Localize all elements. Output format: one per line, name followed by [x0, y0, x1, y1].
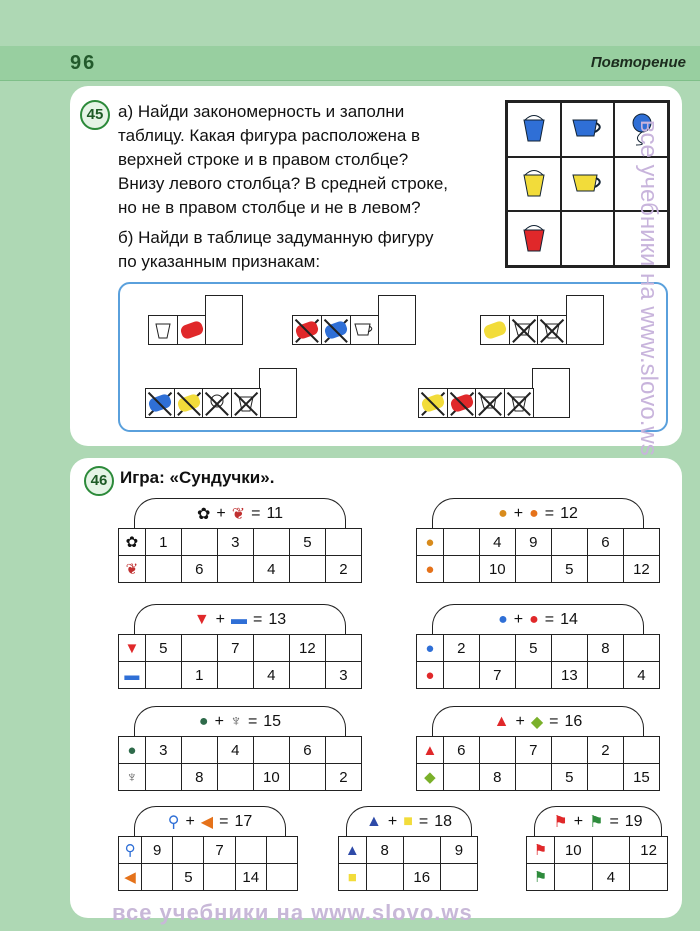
answer-box[interactable] [259, 368, 297, 418]
apple-icon: ● [417, 556, 444, 583]
shuttlecock-icon: ♆ [229, 713, 242, 730]
chest-mushroom-hop [416, 706, 660, 792]
cell[interactable] [551, 529, 587, 556]
cell-empty[interactable] [561, 211, 615, 266]
plus-sign: + [216, 505, 226, 522]
cell[interactable] [554, 864, 592, 891]
green-flag-icon: ⚑ [527, 864, 555, 891]
blue-cup-icon: ▬ [231, 611, 248, 628]
fish-icon: ◀ [119, 864, 142, 891]
cell[interactable] [515, 556, 551, 583]
cell[interactable]: 6 [443, 737, 479, 764]
cell[interactable] [551, 737, 587, 764]
cell[interactable] [266, 837, 297, 864]
crossed-blue-mark-icon [321, 315, 351, 345]
task-line: верхней строке и в правом столбце? [118, 150, 409, 169]
green-flag-icon: ⚑ [589, 814, 604, 831]
blue-triangle-icon: ▲ [339, 837, 367, 864]
chest-net-fish [118, 806, 298, 892]
cell[interactable]: 7 [515, 737, 551, 764]
equals-sign: = [544, 505, 555, 522]
crossed-yellow-mark-icon [174, 388, 204, 418]
chest-sum: 17 [234, 813, 253, 830]
chest-ball-shuttlecock [118, 706, 362, 792]
net-icon: ⚲ [167, 814, 180, 831]
cell[interactable] [325, 635, 361, 662]
equals-sign: = [251, 505, 261, 522]
crossed-blue-mark-icon [145, 388, 175, 418]
clue-1 [148, 295, 243, 345]
plus-sign: + [215, 611, 226, 628]
blue-triangle-icon: ▲ [366, 813, 382, 830]
chest-table [416, 634, 660, 689]
cell[interactable] [289, 764, 325, 791]
cell[interactable]: 9 [142, 837, 173, 864]
ball-icon: ● [198, 713, 209, 730]
chest-balloons [416, 604, 660, 690]
cell[interactable]: 12 [289, 635, 325, 662]
cell[interactable] [325, 737, 361, 764]
pear-icon: ● [498, 505, 508, 522]
yellow-square-icon: ■ [339, 864, 367, 891]
section-title: Повторение [590, 54, 686, 71]
cell[interactable]: 4 [479, 529, 515, 556]
cell[interactable] [587, 764, 623, 791]
crossed-red-mark-icon [447, 388, 477, 418]
shuttlecock-icon: ♆ [119, 764, 146, 791]
cell[interactable] [479, 635, 515, 662]
cell[interactable]: 6 [289, 737, 325, 764]
cell[interactable] [145, 764, 181, 791]
cell[interactable] [289, 662, 325, 689]
cell-yellow-bucket[interactable] [507, 157, 561, 212]
cell[interactable]: 1 [181, 662, 217, 689]
cell[interactable] [443, 764, 479, 791]
cell[interactable] [403, 837, 440, 864]
red-bucket-icon [519, 224, 549, 254]
blue-cup-icon: ▬ [119, 662, 146, 689]
cell[interactable] [253, 737, 289, 764]
cell[interactable] [253, 529, 289, 556]
cell[interactable] [235, 837, 266, 864]
crossed-cup-icon [475, 388, 505, 418]
mushroom-icon: ▲ [417, 737, 444, 764]
cell[interactable]: 8 [479, 764, 515, 791]
cell[interactable]: 2 [587, 737, 623, 764]
crossed-bucket-icon [504, 388, 534, 418]
chest-sum: 11 [266, 505, 284, 522]
cell[interactable] [181, 635, 217, 662]
cell[interactable] [217, 662, 253, 689]
crossed-balloon-icon [202, 388, 232, 418]
clue-3 [480, 295, 604, 345]
cell-blue-bucket[interactable] [507, 102, 561, 157]
red-mark-icon [177, 315, 207, 345]
cell[interactable]: 2 [325, 764, 361, 791]
cell[interactable]: 8 [181, 764, 217, 791]
chest-bucket-cup [118, 604, 362, 690]
red-balloon-icon: ● [417, 662, 444, 689]
task-line: таблицу. Какая фигура расположена в [118, 126, 421, 145]
answer-box[interactable] [566, 295, 604, 345]
yellow-mark-icon [480, 315, 510, 345]
cell[interactable]: 7 [479, 662, 515, 689]
cell[interactable] [266, 864, 297, 891]
cell[interactable] [145, 662, 181, 689]
chest-sum: 13 [268, 611, 287, 628]
cell[interactable]: 3 [217, 529, 253, 556]
chest-lid [432, 706, 644, 737]
butterfly-icon: ❦ [119, 556, 146, 583]
plus-sign: + [387, 813, 398, 830]
cell[interactable] [440, 864, 477, 891]
cell[interactable]: 16 [403, 864, 440, 891]
chest-flower-butterfly [118, 498, 362, 584]
chest-sum: 15 [263, 713, 282, 730]
cell[interactable]: 14 [235, 864, 266, 891]
chest-table [118, 528, 362, 583]
cell[interactable] [145, 556, 181, 583]
task-line: а) Найди закономерность и заполни [118, 102, 405, 121]
task-line: но не в правом столбце и не в левом? [118, 198, 421, 217]
clue-2 [292, 295, 416, 345]
cell[interactable] [217, 764, 253, 791]
task-line: Внизу левого столбца? В средней строке, [118, 174, 449, 193]
cell[interactable]: 5 [551, 556, 587, 583]
cell[interactable] [204, 864, 235, 891]
crossed-bucket-icon [231, 388, 261, 418]
fish-icon: ◀ [200, 814, 214, 831]
flower-icon: ✿ [196, 506, 211, 523]
mushroom-icon: ▲ [493, 713, 510, 730]
chest-table [118, 634, 362, 689]
cell[interactable] [443, 556, 479, 583]
chest-sum: 19 [624, 813, 643, 830]
chest-table [416, 528, 660, 583]
butterfly-icon: ❦ [231, 506, 246, 523]
equals-sign: = [418, 813, 429, 830]
cell[interactable] [515, 662, 551, 689]
cell[interactable] [181, 737, 217, 764]
cell[interactable]: 10 [253, 764, 289, 791]
cell[interactable]: 13 [551, 662, 587, 689]
clue-4 [145, 368, 297, 418]
apple-icon: ● [529, 505, 539, 522]
chest-sum: 14 [560, 611, 578, 628]
blue-cup-icon [570, 117, 604, 141]
chest-table [118, 736, 362, 791]
chest-triangle-square [338, 806, 478, 892]
equals-sign: = [544, 611, 555, 628]
equals-sign: = [219, 813, 229, 830]
blue-balloon-icon: ● [498, 611, 508, 628]
cell[interactable]: 1 [145, 529, 181, 556]
clue-5 [418, 368, 570, 418]
side-watermark: все учебники на www.slovo.ws [635, 120, 662, 456]
cell[interactable]: 7 [204, 837, 235, 864]
pear-icon: ● [417, 529, 444, 556]
plus-sign: + [513, 505, 524, 522]
plus-sign: + [214, 713, 224, 730]
crossed-yellow-mark-icon [418, 388, 448, 418]
cell[interactable]: 6 [181, 556, 217, 583]
cell[interactable] [217, 556, 253, 583]
cell[interactable]: 4 [217, 737, 253, 764]
chest-sum: 12 [560, 505, 578, 522]
red-balloon-icon: ● [529, 611, 539, 628]
cell[interactable]: 12 [623, 556, 659, 583]
cell[interactable]: 4 [623, 662, 659, 689]
chest-table [526, 836, 668, 891]
cell[interactable]: 15 [623, 764, 659, 791]
cell[interactable] [289, 556, 325, 583]
cell[interactable]: 4 [253, 662, 289, 689]
cell[interactable]: 3 [325, 662, 361, 689]
cell[interactable]: 5 [515, 635, 551, 662]
cell[interactable] [253, 635, 289, 662]
net-icon: ⚲ [119, 837, 142, 864]
equals-sign: = [549, 713, 559, 730]
crossed-red-mark-icon [292, 315, 322, 345]
cell[interactable] [515, 764, 551, 791]
answer-box[interactable] [205, 295, 243, 345]
plus-sign: + [515, 713, 525, 730]
cell[interactable]: 10 [479, 556, 515, 583]
cell[interactable] [173, 837, 204, 864]
cell[interactable] [325, 529, 361, 556]
cell[interactable]: 10 [554, 837, 592, 864]
hop-cone-icon: ◆ [417, 764, 444, 791]
cell[interactable] [142, 864, 173, 891]
red-bucket-icon: ▼ [119, 635, 146, 662]
cell[interactable]: 5 [289, 529, 325, 556]
cell[interactable] [630, 864, 668, 891]
cell[interactable]: 5 [551, 764, 587, 791]
answer-box[interactable] [378, 295, 416, 345]
task-line: б) Найди в таблице задуманную фигуру [118, 228, 434, 247]
cell[interactable] [587, 556, 623, 583]
game-title: Игра: «Сундучки». [120, 468, 275, 487]
chest-sum: 16 [564, 713, 583, 730]
chest-table [118, 836, 298, 891]
cell-yellow-cup[interactable] [561, 157, 615, 212]
chest-pear-apple [416, 498, 660, 584]
chest-table [338, 836, 478, 891]
cell[interactable]: 7 [217, 635, 253, 662]
cup-outline-icon [349, 315, 379, 345]
cell[interactable]: 9 [515, 529, 551, 556]
plus-sign: + [573, 813, 584, 830]
plus-sign: + [185, 813, 195, 830]
cell[interactable] [443, 662, 479, 689]
chest-lid [134, 498, 346, 529]
cell[interactable]: 2 [443, 635, 479, 662]
task-45-badge: 45 [80, 100, 110, 130]
cell[interactable]: 8 [587, 635, 623, 662]
chest-lid [346, 806, 472, 837]
blue-bucket-icon [519, 114, 549, 144]
cell[interactable]: 5 [173, 864, 204, 891]
chest-lid [432, 604, 644, 635]
cell-red-bucket[interactable] [507, 211, 561, 266]
cell[interactable]: 6 [587, 529, 623, 556]
task-line: по указанным признакам: [118, 252, 321, 271]
cell[interactable]: 4 [592, 864, 630, 891]
task-46-badge: 46 [84, 466, 114, 496]
cell[interactable]: 9 [440, 837, 477, 864]
chest-lid [134, 604, 346, 635]
yellow-square-icon: ■ [403, 813, 413, 830]
cell[interactable] [443, 529, 479, 556]
bucket-outline-icon [148, 315, 178, 345]
cell[interactable]: 8 [366, 837, 403, 864]
yellow-bucket-icon [519, 169, 549, 199]
cell[interactable] [366, 864, 403, 891]
cell[interactable] [587, 662, 623, 689]
cell[interactable]: 12 [630, 837, 668, 864]
crossed-cup-icon [509, 315, 539, 345]
bottom-watermark: все учебники на www.slovo.ws [112, 900, 473, 925]
red-bucket-icon: ▼ [193, 611, 210, 628]
chest-sum: 18 [434, 813, 452, 830]
cell[interactable]: 2 [325, 556, 361, 583]
red-flag-icon: ⚑ [527, 837, 555, 864]
chest-lid [134, 806, 286, 837]
chest-lid [134, 706, 346, 737]
cell[interactable] [181, 529, 217, 556]
plus-sign: + [513, 611, 524, 628]
page-number: 96 [70, 52, 97, 74]
ball-icon: ● [119, 737, 146, 764]
yellow-cup-icon [570, 172, 604, 196]
flower-icon: ✿ [119, 529, 146, 556]
equals-sign: = [609, 813, 619, 830]
answer-box[interactable] [532, 368, 570, 418]
cell[interactable] [592, 837, 630, 864]
hop-cone-icon: ◆ [530, 714, 544, 731]
cell-blue-cup[interactable] [561, 102, 615, 157]
red-flag-icon: ⚑ [553, 814, 568, 831]
blue-balloon-icon: ● [417, 635, 444, 662]
cell[interactable] [551, 635, 587, 662]
chest-lid [432, 498, 644, 529]
crossed-bucket-icon [537, 315, 567, 345]
chest-table [416, 736, 660, 791]
cell[interactable]: 4 [253, 556, 289, 583]
cell[interactable]: 5 [145, 635, 181, 662]
equals-sign: = [253, 611, 263, 628]
equals-sign: = [247, 713, 258, 730]
cell[interactable] [479, 737, 515, 764]
cell[interactable]: 3 [145, 737, 181, 764]
